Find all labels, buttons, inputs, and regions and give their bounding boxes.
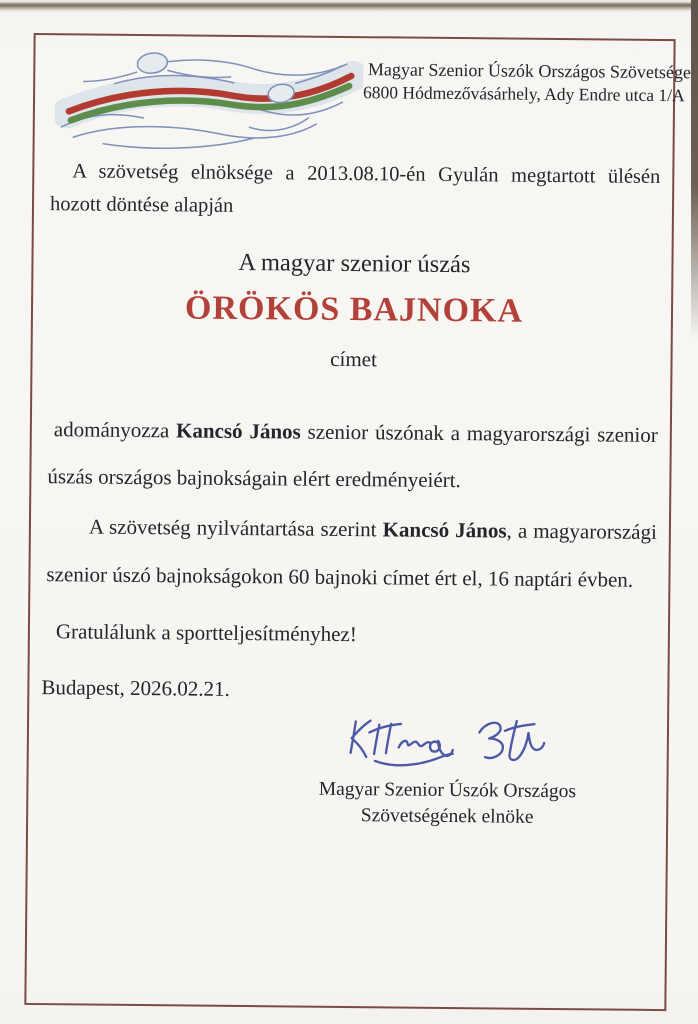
signature-block bbox=[282, 710, 613, 831]
record-text-post: , a magyarországi szenior úszó bajnokságokon 60 bajnoki címet ért el, 16 naptári évben. bbox=[46, 518, 658, 592]
signatory-title-line1: Magyar Szenior Úszók Országos bbox=[318, 778, 577, 803]
signatory-title-line2: Szövetségének elnöke bbox=[360, 805, 534, 829]
handwritten-signature-icon bbox=[340, 711, 557, 777]
recipient-name: Kancsó János bbox=[382, 517, 507, 543]
swimmers-tricolor-wave-logo-icon bbox=[55, 47, 364, 154]
grant-text-pre: adományozza bbox=[53, 416, 177, 442]
congratulations-line: Gratulálunk a sportteljesítményhez! bbox=[55, 619, 357, 647]
record-paragraph bbox=[46, 503, 657, 605]
record-text-pre: A szövetség nyilvántartása szerint bbox=[88, 514, 383, 542]
signature-ink-strokes bbox=[350, 720, 544, 767]
certificate-border-frame bbox=[24, 33, 691, 1011]
award-title: ÖRÖKÖS BAJNOKA bbox=[184, 289, 524, 330]
intro-paragraph: A szövetség elnöksége a 2013.08.10-én Gyulán megtartott ülésén hozott döntése alapján bbox=[49, 160, 661, 217]
award-context-line: A magyar szenior úszás bbox=[238, 248, 471, 278]
recipient-name: Kancsó János bbox=[175, 417, 301, 444]
award-suffix-line: címet bbox=[330, 346, 377, 371]
grant-paragraph bbox=[47, 406, 658, 508]
letterhead bbox=[51, 47, 691, 157]
org-address: 6800 Hódmezővásárhely, Ady Endre utca 1/A bbox=[363, 82, 685, 106]
grant-text-post: szenior úszónak a magyarországi szenior úszás országos bajnokságain elért eredményeiért. bbox=[47, 419, 658, 493]
org-address-block bbox=[363, 50, 693, 107]
org-name: Magyar Szenior Úszók Országos Szövetsége bbox=[367, 59, 691, 83]
date-line: Budapest, 2026.02.21. bbox=[41, 675, 230, 701]
